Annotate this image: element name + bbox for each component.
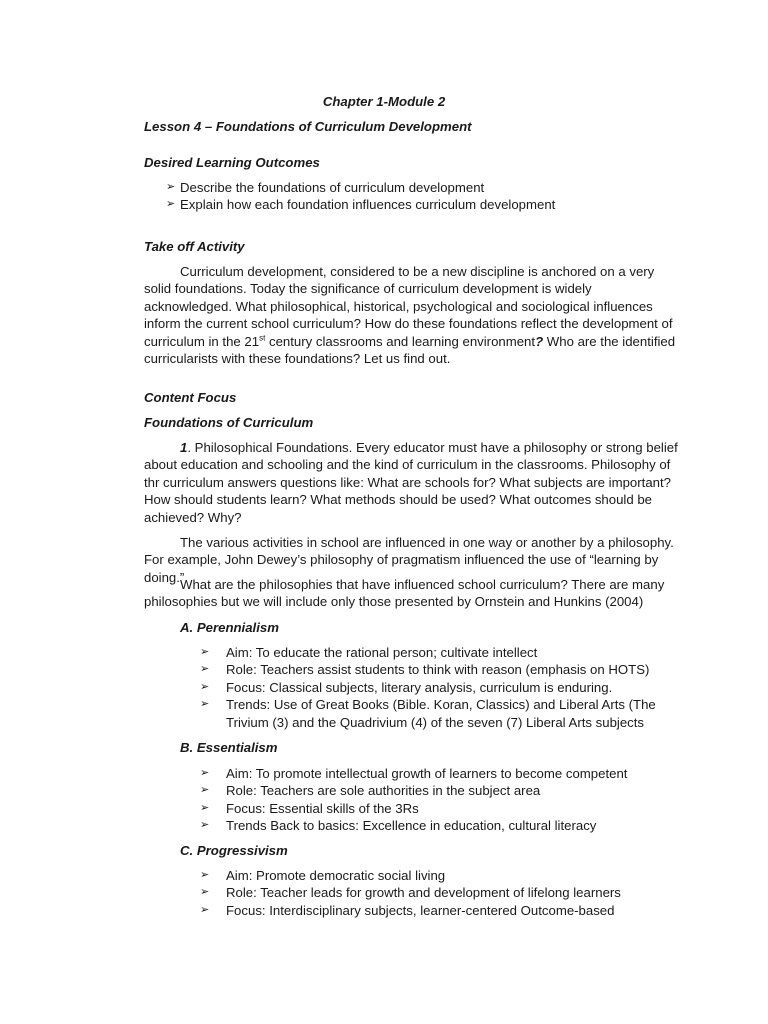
- list-item: ➢ Focus: Classical subjects, literary analysis, curriculum is enduring.: [200, 679, 613, 695]
- lesson-title: Lesson 4 – Foundations of Curriculum Development: [144, 119, 472, 134]
- arrowhead-bullet-icon: ➢: [200, 646, 210, 658]
- perennialism-list: [200, 644, 680, 731]
- list-item: ➢ Aim: To promote intellectual growth of learners to become competent: [200, 766, 628, 781]
- arrowhead-bullet-icon: ➢: [200, 886, 210, 899]
- arrowhead-bullet-icon: ➢: [200, 819, 210, 832]
- arrowhead-bullet-icon: ➢: [166, 181, 176, 193]
- arrowhead-bullet-icon: ➢: [200, 784, 210, 797]
- list-item: ➢ Trends: Use of Great Books (Bible. Koran, Classics) and Liberal Arts (The Trivium (3) and the Quadrivium (4) of the seven (7) Liberal Arts subjects: [200, 697, 656, 730]
- outcomes-heading: Desired Learning Outcomes: [144, 155, 320, 170]
- outcomes-list: [166, 179, 666, 214]
- arrowhead-bullet-icon: ➢: [200, 801, 210, 814]
- philosophies-paragraph: What are the philosophies that have influenced school curriculum? There are many philosophies but we will include only those presented by Ornstein and Hunkins (2004): [144, 577, 665, 610]
- arrowhead-bullet-icon: ➢: [200, 698, 210, 711]
- pragmatism-paragraph: The various activities in school are influenced in one way or another by a philosophy. For example, John Dewey’s philosophy of pragmatism influenced the use of “learning by doing.”: [144, 535, 674, 585]
- arrowhead-bullet-icon: ➢: [200, 663, 210, 676]
- content-focus-heading: Content Focus: [144, 390, 237, 405]
- chapter-title: Chapter 1-Module 2: [322, 94, 446, 109]
- list-item: ➢ Explain how each foundation influences curriculum development: [166, 197, 556, 213]
- list-item: ➢ Trends Back to basics: Excellence in education, cultural literacy: [200, 818, 597, 834]
- list-item: ➢ Focus: Interdisciplinary subjects, learner-centered Outcome-based: [200, 902, 615, 918]
- list-item: ➢ Describe the foundations of curriculum development: [166, 180, 485, 195]
- arrowhead-bullet-icon: ➢: [200, 767, 210, 779]
- philosophical-paragraph: 1. Philosophical Foundations. Every educator must have a philosophy or strong belief about education and schooling and the kind of curriculum in the classrooms. Philosophy of thr curriculum answers questions like: What are schools for? What subjects are important? How should students learn? What methods should be used? What outcomes should be achieved? Why?: [144, 440, 678, 525]
- arrowhead-bullet-icon: ➢: [200, 680, 210, 693]
- list-item: ➢ Role: Teachers are sole authorities in the subject area: [200, 783, 541, 799]
- list-item: ➢ Aim: Promote democratic social living: [200, 868, 446, 883]
- progressivism-heading: C. Progressivism: [180, 843, 288, 858]
- list-item: ➢ Role: Teachers assist students to think with reason (emphasis on HOTS): [200, 662, 650, 678]
- list-item: ➢ Role: Teacher leads for growth and development of lifelong learners: [200, 885, 621, 901]
- list-item: ➢ Aim: To educate the rational person; cultivate intellect: [200, 645, 538, 660]
- arrowhead-bullet-icon: ➢: [200, 869, 210, 881]
- takeoff-heading: Take off Activity: [144, 239, 245, 254]
- foundations-heading: Foundations of Curriculum: [144, 415, 314, 430]
- list-item: ➢ Focus: Essential skills of the 3Rs: [200, 800, 419, 816]
- essentialism-heading: B. Essentialism: [180, 740, 278, 755]
- progressivism-list: [200, 867, 680, 919]
- essentialism-list: [200, 765, 680, 835]
- takeoff-paragraph: Curriculum development, considered to be a new discipline is anchored on a very solid foundations. Today the significance of curriculum development is widely acknowledged. What philosophical, historical, psychological and sociological influences inform the current school curriculum? How do these foundations reflect the development of curriculum in the 21st century classrooms and learning environment? Who are the identified curricularists with these foundations? Let us find out.: [144, 264, 676, 367]
- arrowhead-bullet-icon: ➢: [166, 198, 176, 211]
- perennialism-heading: A. Perennialism: [180, 620, 279, 635]
- arrowhead-bullet-icon: ➢: [200, 903, 210, 916]
